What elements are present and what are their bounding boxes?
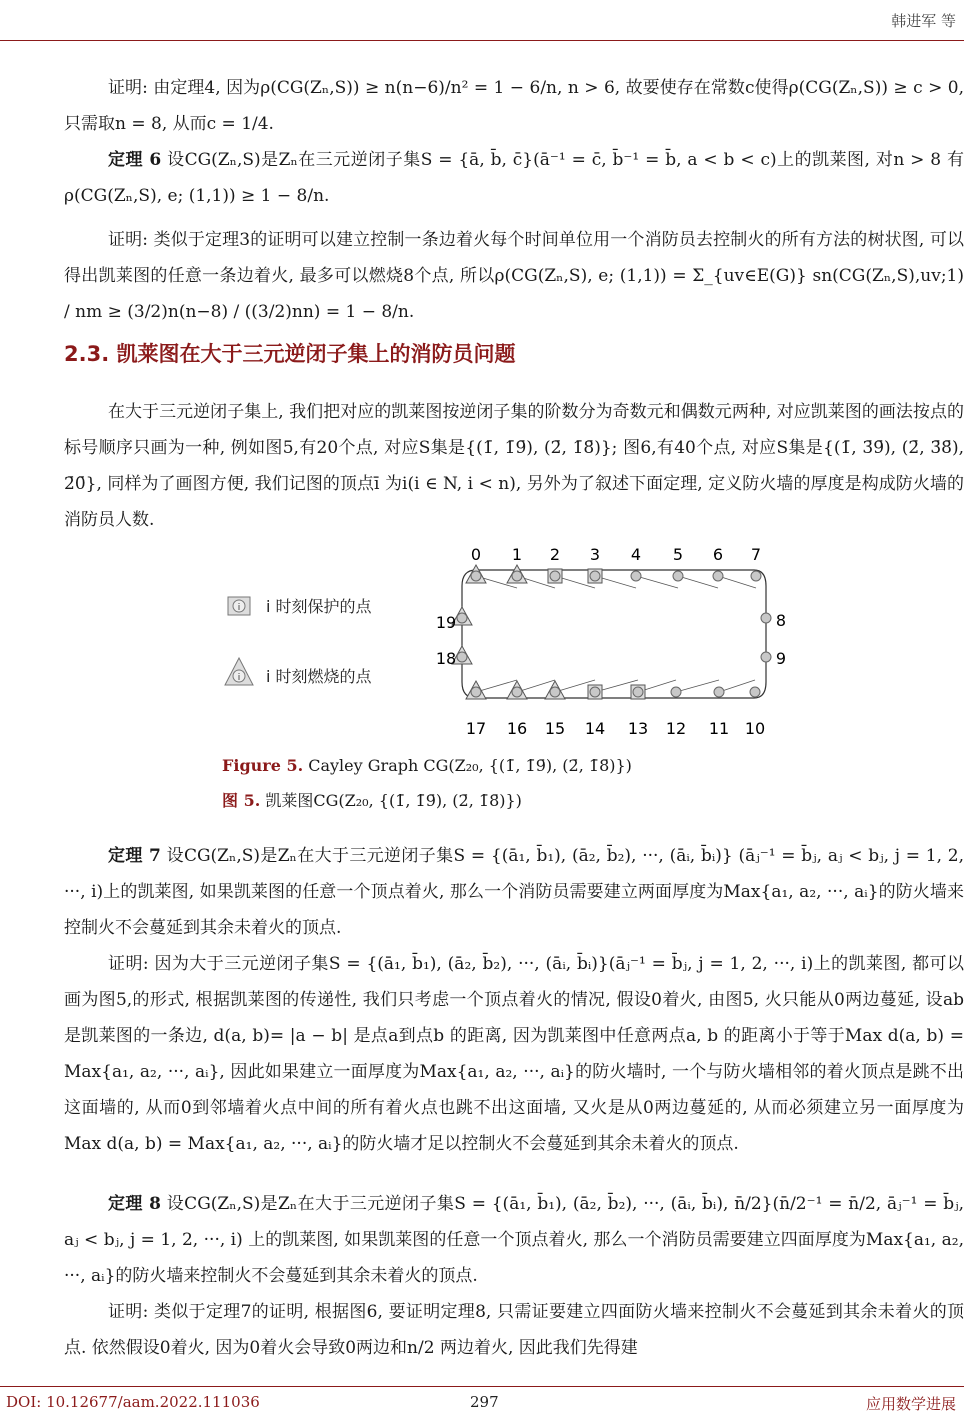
theorem-6-text: 设CG(Zₙ,S)是Zₙ在三元逆闭子集S = {ā, b̄, c̄}(ā⁻¹ = c̄, b̄⁻¹ = b̄, a < b < c)上的凯莱图, 对n > 8 有ρ(CG(Zₙ,S), e; (1,1)) ≥ 1 − 8/n. bbox=[64, 150, 964, 206]
footer-doi: DOI: 10.12677/aam.2022.111036 bbox=[6, 1393, 260, 1411]
theorem-6-label: 定理 6 bbox=[108, 150, 162, 170]
figure-caption-en bbox=[222, 756, 632, 775]
legend-triangle-glyph: i bbox=[237, 673, 241, 683]
figure-caption-zh bbox=[222, 788, 522, 811]
node-14-protected-dot bbox=[590, 687, 600, 697]
page-header bbox=[0, 0, 964, 41]
theorem-8-label: 定理 8 bbox=[108, 1194, 161, 1214]
node-18-burning-dot bbox=[457, 652, 467, 662]
edge-bottom-6 bbox=[719, 680, 755, 692]
node-0-burning-dot bbox=[471, 571, 481, 581]
graph-edges bbox=[476, 576, 756, 692]
label-bottom-13: 13 bbox=[627, 719, 649, 738]
label-top-3: 3 bbox=[589, 545, 601, 564]
label-right-8: 8 bbox=[775, 611, 787, 630]
node-top-5 bbox=[673, 571, 683, 581]
node-19-burning-dot bbox=[457, 613, 467, 623]
label-top-0: 0 bbox=[470, 545, 482, 564]
label-left-18: 18 bbox=[435, 649, 457, 668]
node-13-protected-dot bbox=[633, 687, 643, 697]
label-top-7: 7 bbox=[750, 545, 762, 564]
footer-journal: 应用数学进展 bbox=[865, 1395, 956, 1413]
label-top-5: 5 bbox=[672, 545, 684, 564]
node-bottom-5 bbox=[671, 687, 681, 697]
node-top-6 bbox=[713, 571, 723, 581]
theorem-8-text: 设CG(Zₙ,S)是Zₙ在大于三元逆闭子集S = {(ā₁, b̄₁), (ā₂, b̄₂), ···, (āᵢ, b̄ᵢ), n̄/2}(n̄/2⁻¹ = n̄/2, āⱼ⁻¹ = b̄ⱼ, aⱼ < bⱼ, j = 1, 2, ···, i) 上的凯莱图, 如果凯莱图的任意一个顶点着火, 那么一个消防员需要建立四面厚度为Max{a₁, a₂, ···, aᵢ}的防火墙来控制火不会蔓延到其余未着火的顶点. bbox=[64, 1194, 964, 1286]
graph-outer-cycle bbox=[462, 570, 766, 698]
node-9 bbox=[761, 652, 771, 662]
theorem-7-text: 设CG(Zₙ,S)是Zₙ在大于三元逆闭子集S = {(ā₁, b̄₁), (ā₂, b̄₂), ···, (āᵢ, b̄ᵢ)} (āⱼ⁻¹ = b̄ⱼ, aⱼ < bⱼ, j = 1, 2, ···, i)上的凯莱图, 如果凯莱图的任意一个顶点着火, 那么一个消防员需要建立两面厚度为Max{a₁, a₂, ···, aᵢ}的防火墙来控制火不会蔓延到其余未着火的顶点. bbox=[64, 846, 964, 938]
label-right-9: 9 bbox=[775, 649, 787, 668]
legend-protect-text: i 时刻保护的点 bbox=[266, 597, 372, 616]
node-8 bbox=[761, 613, 771, 623]
figure-caption-zh-label: 图 5. bbox=[222, 791, 261, 810]
node-bottom-7 bbox=[750, 687, 760, 697]
legend-burn-text: i 时刻燃烧的点 bbox=[266, 667, 372, 686]
node-top-4 bbox=[631, 571, 641, 581]
cayley-graph bbox=[222, 540, 788, 740]
node-1-burning-dot bbox=[512, 571, 522, 581]
label-bottom-11: 11 bbox=[708, 719, 730, 738]
edge-top-4 bbox=[636, 576, 678, 588]
figure-caption-en-text: Cayley Graph CG(Z₂₀, {(1̄, 1̄9̄), (2̄, 1̄8̄)}) bbox=[308, 756, 632, 775]
theorem-7-label: 定理 7 bbox=[108, 846, 161, 866]
section-heading: 2.3. 凯莱图在大于三元逆闭子集上的消防员问题 bbox=[64, 342, 516, 366]
label-top-2: 2 bbox=[549, 545, 561, 564]
header-author: 韩进军 等 bbox=[891, 12, 956, 30]
figure-caption-zh-text: 凯莱图CG(Z₂₀, {(1̄, 1̄9̄), (2̄, 1̄8̄)}) bbox=[265, 791, 522, 810]
label-top-1: 1 bbox=[511, 545, 523, 564]
label-bottom-16: 16 bbox=[506, 719, 528, 738]
node-bottom-6 bbox=[714, 687, 724, 697]
proof-paragraph-1: 证明: 由定理4, 因为ρ(CG(Zₙ,S)) ≥ n(n−6)/n² = 1 − 6/n, n > 6, 故要使存在常数c使得ρ(CG(Zₙ,S)) ≥ c > 0, 只需取n = 8, 从而c = 1/4. bbox=[64, 78, 964, 134]
label-bottom-12: 12 bbox=[665, 719, 687, 738]
node-2-protected-dot bbox=[550, 571, 560, 581]
label-top-4: 4 bbox=[630, 545, 642, 564]
node-3-protected-dot bbox=[590, 571, 600, 581]
figure-caption-en-label: Figure 5. bbox=[222, 756, 304, 775]
figure-5 bbox=[222, 540, 788, 740]
edge-bottom-5 bbox=[676, 680, 719, 692]
footer-page-number: 297 bbox=[470, 1393, 499, 1411]
legend-square-glyph: i bbox=[237, 603, 241, 613]
node-top-7 bbox=[751, 571, 761, 581]
node-16-burning-dot bbox=[512, 687, 522, 697]
proof-paragraph-5: 证明: 类似于定理7的证明, 根据图6, 要证明定理8, 只需证要建立四面防火墙来控制火不会蔓延到其余未着火的顶点. 依然假设0着火, 因为0着火会导致0两边和n/2 两边着火, 因此我们先得建 bbox=[64, 1302, 964, 1358]
label-bottom-15: 15 bbox=[544, 719, 566, 738]
page-footer bbox=[0, 1386, 964, 1415]
edge-top-6 bbox=[718, 576, 756, 588]
edge-bottom-0 bbox=[476, 680, 517, 692]
proof-paragraph-2: 证明: 类似于定理3的证明可以建立控制一条边着火每个时间单位用一个消防员去控制火的所有方法的树状图, 可以得出凯莱图的任意一条边着火, 最多可以燃烧8个点, 所以ρ(CG(Zₙ,S), e; (1,1)) = Σ_{uv∈E(G)} sn(CG(Zₙ,S),uv;1) / nm ≥ (3/2)n(n−8) / ((3/2)nn) = 1 − 8/n. bbox=[64, 230, 964, 322]
theorem-6 bbox=[64, 142, 964, 214]
label-bottom-17: 17 bbox=[465, 719, 487, 738]
label-left-19: 19 bbox=[435, 613, 457, 632]
node-17-burning-dot bbox=[471, 687, 481, 697]
edge-top-5 bbox=[678, 576, 718, 588]
graph-nodes bbox=[452, 565, 771, 699]
proof-paragraph-4: 证明: 因为大于三元逆闭子集S = {(ā₁, b̄₁), (ā₂, b̄₂), ···, (āᵢ, b̄ᵢ)}(āⱼ⁻¹ = b̄ⱼ, j = 1, 2, ···, i)上的凯莱图, 都可以画为图5,的形式, 根据凯莱图的传递性, 我们只考虑一个顶点着火的情况, 假设0着火, 由图5, 火只能从0两边蔓延, 设ab 是凯莱图的一条边, d(a, b)= |a − b| 是点a到点b 的距离, 因为凯莱图中任意两点a, b 的距离小于等于Max d(a, b) = Max{a₁, a₂, ···, aᵢ}, 因此如果建立一面厚度为Max{a₁, a₂, ···, aᵢ}的防火墙时, 一个与防火墙相邻的着火顶点是跳不出这面墙的, 从而0到邻墙着火点中间的所有着火点也跳不出这面墙, 又火是从0两边蔓延的, 从而必须建立另一面厚度为Max d(a, b) = Max{a₁, a₂, ···, aᵢ}的防火墙才足以控制火不会蔓延到其余未着火的顶点. bbox=[64, 954, 964, 1154]
edge-bottom-1 bbox=[517, 680, 555, 692]
label-top-6: 6 bbox=[712, 545, 724, 564]
paragraph-3: 在大于三元逆闭子集上, 我们把对应的凯莱图按逆闭子集的阶数分为奇数元和偶数元两种, 对应凯莱图的画法按点的标号顺序只画为一种, 例如图5,有20个点, 对应S集是{(1̄, 1̄9̄), (2̄, 1̄8̄)}; 图6,有40个点, 对应S集是{(1̄, 3̄9̄), (2̄, 3̄8̄), 2̄0̄}, 同样为了画图方便, 我们记图的顶点ī 为i(i ∈ N, i < n), 另外为了叙述下面定理, 定义防火墙的厚度是构成防火墙的消防员人数. bbox=[64, 402, 964, 530]
theorem-8 bbox=[64, 1186, 964, 1294]
node-15-burning-dot bbox=[550, 687, 560, 697]
label-bottom-10: 10 bbox=[744, 719, 766, 738]
label-bottom-14: 14 bbox=[584, 719, 606, 738]
theorem-7 bbox=[64, 838, 964, 946]
